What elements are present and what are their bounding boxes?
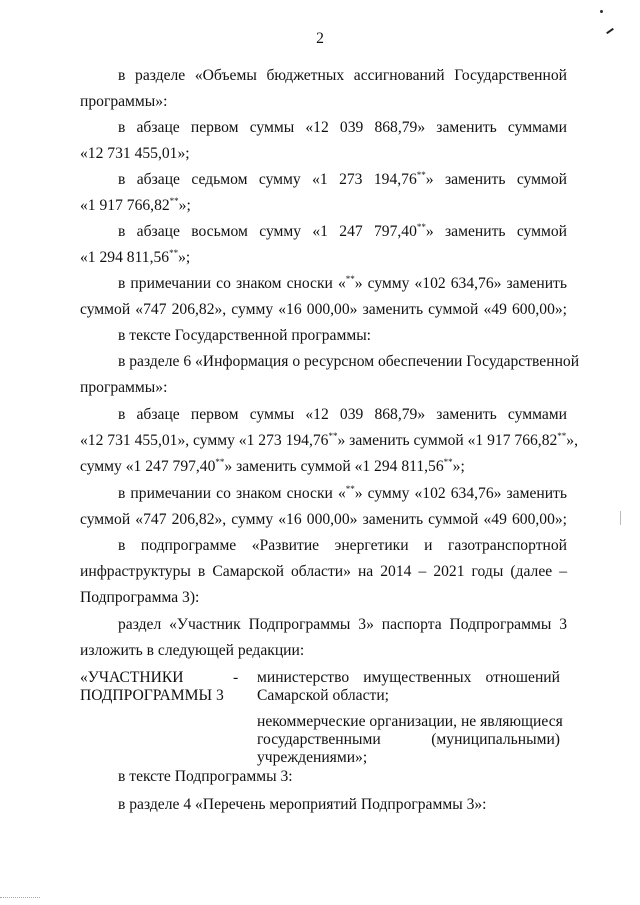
paragraph-line: сумму «1 247 797,40**» заменить суммой «1 294 811,56**»; (80, 457, 465, 475)
paragraph-line: раздел «Участник Подпрограммы 3» паспорта Подпрограммы 3 (118, 616, 567, 633)
paragraph-line: программы»: (80, 379, 168, 396)
paragraph-line: в абзаце восьмом сумму «1 247 797,40**» заменить суммой (118, 222, 568, 240)
paragraph-line: в примечании со знаком сноски «**» сумму «102 634,76» заменить (118, 274, 567, 292)
paragraph-line: в тексте Государственной программы: (118, 327, 372, 344)
paragraph-line: программы»: (80, 93, 168, 110)
table-value: Самарской области; (257, 687, 390, 704)
table-value: некоммерческие организации, не являющиеся (257, 713, 563, 730)
paragraph-line: суммой «747 206,82», сумму «16 000,00» заменить суммой «49 600,00»; (80, 511, 567, 528)
table-label: «УЧАСТНИКИ (80, 669, 184, 686)
paragraph-line: «1 294 811,56**»; (80, 248, 191, 266)
table-value: министерство имущественных отношений (257, 669, 560, 686)
paragraph-line: в абзаце седьмом сумму «1 273 194,76**» заменить суммой (118, 170, 568, 188)
paragraph-line: в разделе «Объемы бюджетных ассигнований Государственной (118, 67, 567, 84)
paragraph-line: «1 917 766,82**»; (80, 196, 191, 214)
paragraph-line: в абзаце первом суммы «12 039 868,79» заменить суммами (118, 119, 567, 136)
page-number: 2 (316, 30, 324, 47)
scan-mark (620, 511, 621, 525)
paragraph-line: «12 731 455,01»; (80, 145, 190, 162)
paragraph-line: в тексте Подпрограммы 3: (118, 768, 293, 785)
paragraph-line: суммой «747 206,82», сумму «16 000,00» заменить суммой «49 600,00»; (80, 301, 567, 318)
paragraph-line: в разделе 4 «Перечень мероприятий Подпрограммы 3»: (118, 796, 487, 813)
paragraph-line: «12 731 455,01», сумму «1 273 194,76**» заменить суммой «1 917 766,82**», (80, 431, 578, 449)
paragraph-line: инфраструктуры в Самарской области» на 2014 – 2021 годы (далее – (80, 563, 567, 580)
paragraph-line: в примечании со знаком сноски «**» сумму «102 634,76» заменить (118, 484, 567, 502)
table-label: ПОДПРОГРАММЫ 3 (80, 687, 224, 704)
paragraph-line: изложить в следующей редакции: (80, 642, 305, 659)
paragraph-line: в абзаце первом суммы «12 039 868,79» заменить суммами (118, 406, 567, 423)
scan-mark (0, 895, 40, 898)
scan-mark (600, 10, 603, 13)
paragraph-line: Подпрограмма 3): (80, 589, 200, 606)
table-value: учреждениями»; (257, 749, 368, 766)
paragraph-line: в подпрограмме «Развитие энергетики и газотранспортной (118, 537, 567, 554)
table-dash: - (233, 669, 239, 686)
paragraph-line: в разделе 6 «Информация о ресурсном обеспечении Государственной (118, 353, 580, 370)
table-value: государственными (муниципальными) (257, 731, 560, 748)
